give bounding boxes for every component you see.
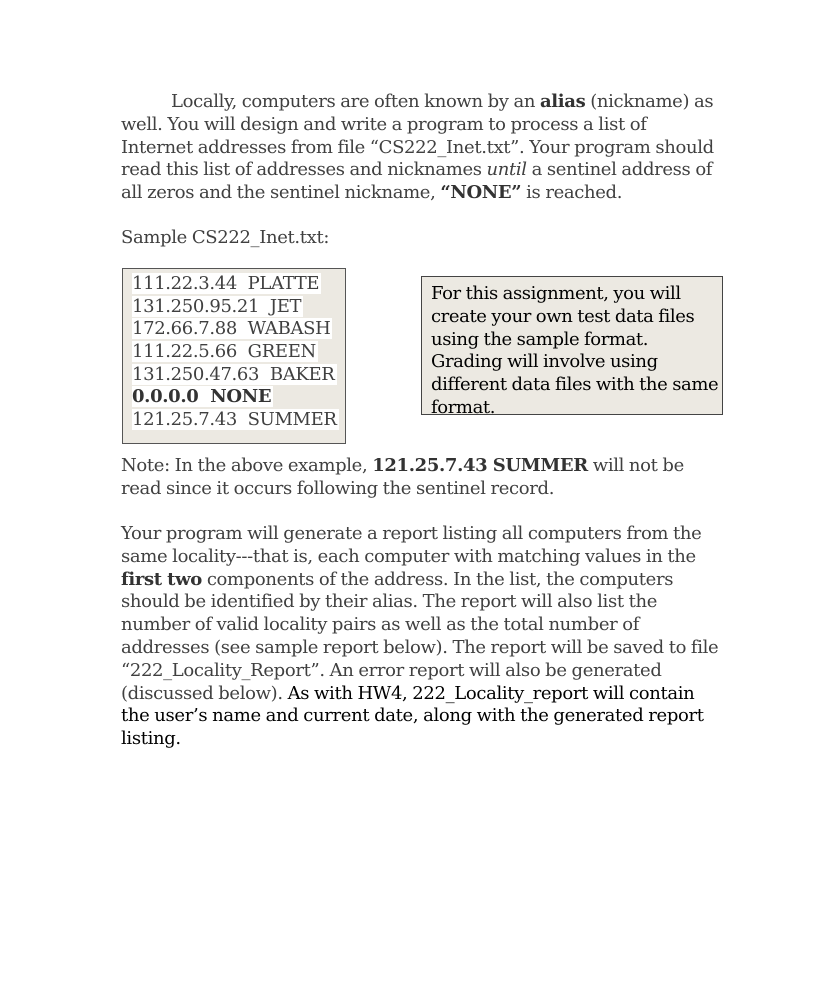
intro-text-1: Locally, computers are often known by an — [171, 91, 540, 112]
sample-line: 131.250.47.63 BAKER — [132, 363, 335, 385]
until-emphasis: until — [486, 159, 527, 181]
note-text-1: Note: In the above example, — [121, 455, 373, 476]
sample-line: 111.22.3.44 PLATTE — [132, 273, 320, 294]
note-text-2: will not be read since it occurs following the sentinel record. — [121, 455, 684, 499]
intro-text-2: (nickname) as well. You will design and write a program to process a list of Internet addresses from file “CS222_Inet.txt”. Your program should read this list of addresses and nicknames — [121, 91, 714, 181]
report-text-2: components of the address. In the list, the computers should be identified by their alias. The report will also list the number of valid locality pairs as well as the total number of addresses (see sample report below). The report will be saved to file “222_Locality_Report”. An error report will also be generated (discussed below). — [121, 568, 719, 704]
note-bold-record: 121.25.7.43 SUMMER — [372, 455, 588, 476]
sample-line: 111.22.5.66 GREEN — [132, 341, 316, 363]
sample-file-box — [122, 268, 346, 444]
sample-file-label: Sample CS222_Inet.txt: — [121, 227, 330, 248]
report-paragraph — [121, 523, 721, 751]
note-paragraph — [121, 455, 721, 501]
sample-line: 131.250.95.21 JET — [132, 295, 302, 317]
intro-paragraph — [121, 91, 721, 205]
intro-text-4: is reached. — [521, 182, 623, 204]
alias-term: alias — [539, 91, 586, 112]
intro-text-3: a sentinel address of all zeros and the sentinel nickname, — [121, 159, 713, 204]
report-text-3: As with HW4, 222_Locality_report will contain the user’s name and current date, along with the generated report listing. — [121, 682, 704, 750]
callout-text: For this assignment, you will create your own test data files using the sample format. Grading will involve using different data files with the same format. — [431, 283, 719, 418]
report-text-1: Your program will generate a report listing all computers from the same locality---that is, each computer with matching values in the — [121, 523, 702, 567]
first-two-term: first two — [121, 568, 202, 590]
sample-line: 121.25.7.43 SUMMER — [132, 409, 337, 431]
sample-line: 172.66.7.88 WABASH — [132, 318, 331, 340]
sample-sentinel-line: 0.0.0.0 NONE — [132, 386, 272, 408]
sample-file-lines — [132, 273, 339, 432]
none-sentinel: “NONE” — [440, 182, 522, 204]
assignment-callout-box — [421, 276, 723, 418]
